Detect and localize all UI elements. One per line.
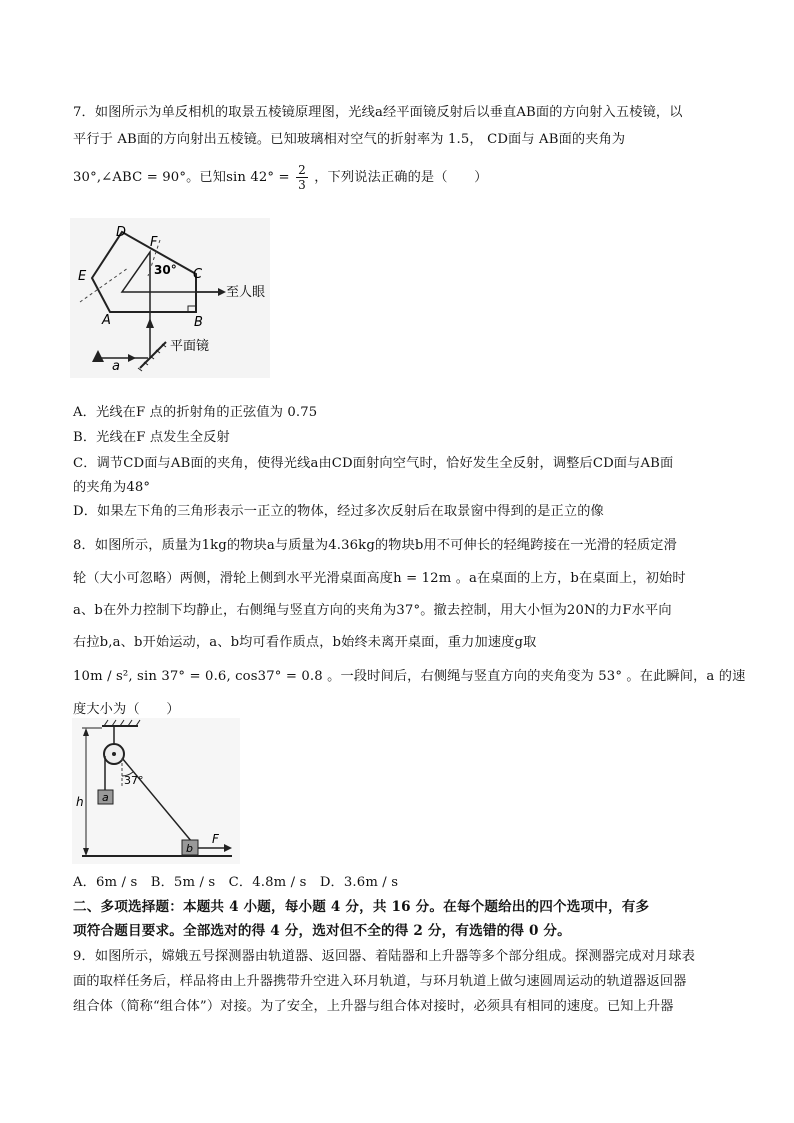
label-to-eye: 至人眼: [226, 285, 266, 300]
q7-stem-line-3b: ，下列说法正确的是（ ）: [314, 170, 488, 185]
label-E: E: [78, 269, 87, 284]
q7-option-a: A．光线在F 点的折射角的正弦值为 0.75: [73, 405, 318, 420]
label-37-degree: 37°: [124, 774, 144, 787]
q8-stem-line-6: 度大小为（ ）: [73, 702, 180, 717]
q7-stem-line-2: 平行于 AB面的方向射出五棱镜。已知玻璃相对空气的折射率为 1.5， CD面与 AB面的夹角为: [73, 132, 626, 147]
pulley-axle: [112, 752, 116, 756]
q7-option-d: D．如果左下角的三角形表示一正立的物体，经过多次反射后在取景窗中得到的是正立的像: [73, 504, 604, 519]
label-ray-a: a: [112, 359, 120, 374]
q7-stem-line-3: [73, 163, 488, 192]
label-B: B: [194, 315, 203, 330]
q8-pulley-figure: [72, 718, 240, 864]
fraction-denominator: 3: [298, 178, 306, 192]
label-a: a: [102, 791, 109, 804]
q8-options: A．6m / s B．5m / s C．4.8m / s D．3.6m / s: [73, 875, 399, 890]
q7-option-c-line-1: C．调节CD面与AB面的夹角，使得光线a由CD面射向空气时，恰好发生全反射，调整后CD面与AB面: [73, 456, 674, 471]
label-A: A: [102, 313, 111, 328]
q8-stem-line-2: 轮（大小可忽略）两侧，滑轮上侧到水平光滑桌面高度h = 12m 。a在桌面的上方，b在桌面上，初始时: [73, 571, 686, 586]
label-C: C: [193, 267, 203, 282]
q7-option-c-line-2: 的夹角为48°: [73, 480, 151, 495]
q7-fraction: [296, 163, 308, 192]
label-h: h: [76, 795, 84, 809]
q7-stem-line-3a: 30°,∠ABC = 90°。已知sin 42° =: [73, 170, 290, 185]
q8-stem-line-5: 10m / s², sin 37° = 0.6, cos37° = 0.8 。一段时间后，右侧绳与竖直方向的夹角变为 53° 。在此瞬间，a 的速: [73, 669, 746, 684]
q9-line-1: 9．如图所示，嫦娥五号探测器由轨道器、返回器、着陆器和上升器等多个部分组成。探测器完成对月球表: [73, 949, 696, 964]
label-F: F: [212, 832, 219, 846]
q7-pentaprism-figure: [70, 218, 270, 378]
q8-stem-line-1: 8．如图所示，质量为1kg的物块a与质量为4.36kg的物块b用不可伸长的轻绳跨接在一光滑的轻质定滑: [73, 538, 677, 553]
q8-stem-line-4: 右拉b,a、b开始运动，a、b均可看作质点，b始终未离开桌面，重力加速度g取: [73, 635, 537, 650]
q7-stem-line-1: 7．如图所示为单反相机的取景五棱镜原理图，光线a经平面镜反射后以垂直AB面的方向射入五棱镜，以: [73, 105, 683, 120]
label-b: b: [186, 842, 193, 855]
q9-line-3: 组合体（简称“组合体”）对接。为了安全，上升器与组合体对接时，必须具有相同的速度。已知上升器: [73, 999, 674, 1014]
label-plane-mirror: 平面镜: [170, 339, 210, 354]
section2-line-2: 项符合题目要求。全部选对的得 4 分，选对但不全的得 2 分，有选错的得 0 分。: [73, 923, 571, 939]
label-D: D: [116, 225, 127, 240]
label-30-degree: 30°: [154, 263, 177, 277]
label-F: F: [150, 235, 158, 250]
q9-line-2: 面的取样任务后，样品将由上升器携带升空进入环月轨道，与环月轨道上做匀速圆周运动的轨道器返回器: [73, 974, 687, 989]
q8-stem-line-3: a、b在外力控制下均静止，右侧绳与竖直方向的夹角为37°。撤去控制，用大小恒为20N的力F水平向: [73, 603, 672, 618]
fraction-numerator: 2: [298, 163, 306, 177]
q7-option-b: B．光线在F 点发生全反射: [73, 430, 230, 445]
section2-line-1: 二、多项选择题：本题共 4 小题，每小题 4 分，共 16 分。在每个题给出的四个选项中，有多: [73, 899, 650, 915]
